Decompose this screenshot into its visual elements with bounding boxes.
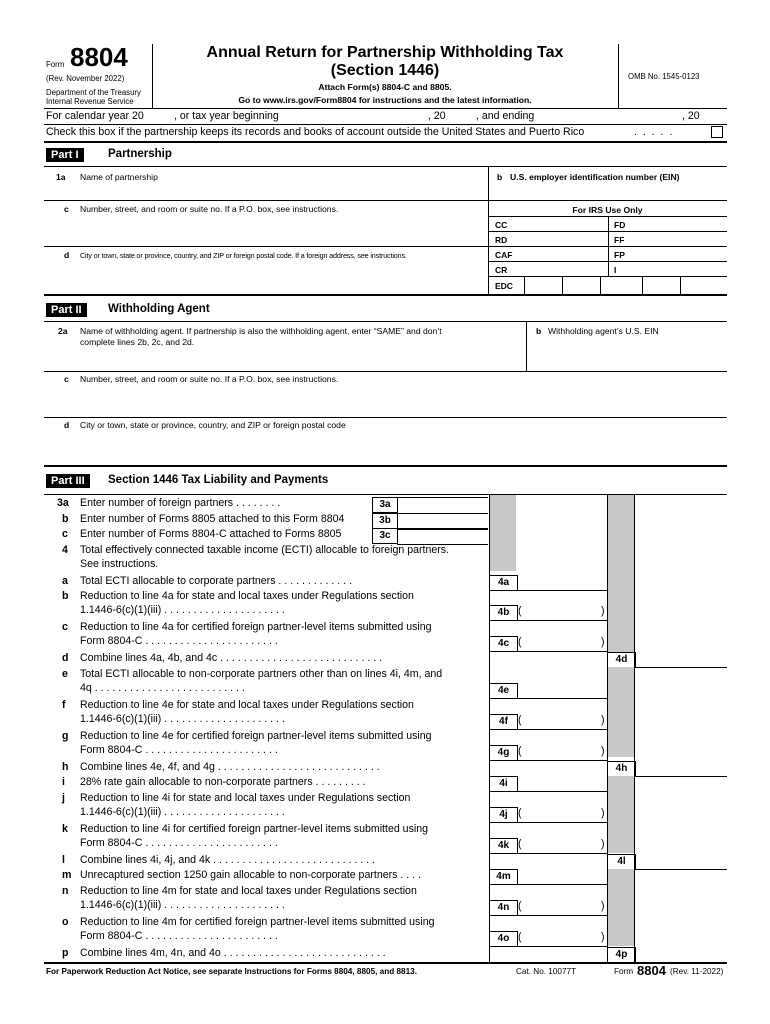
partnership-name-label: Name of partnership — [80, 172, 158, 182]
line-4c-input[interactable] — [516, 636, 607, 652]
irs-code-fd: FD — [614, 220, 626, 230]
footer-form-word: Form — [614, 967, 634, 976]
line-2a-number: 2a — [58, 326, 68, 336]
line-4b-number: b — [62, 590, 69, 602]
line-4d-label: Combine lines 4a, 4b, and 4c . . . . . . . . . . . . . . . . . . . . . . . . . . . . — [80, 652, 383, 664]
line-4-label-2: See instructions. — [80, 557, 159, 570]
partnership-city-label: City or town, state or province, country, and ZIP or foreign postal code. If a foreign address, see instructions. — [80, 251, 407, 260]
line-4g-label-2: Form 8804-C . . . . . . . . . . . . . . . . . . . . . . . — [80, 743, 278, 756]
records-outside-us-checkbox[interactable] — [711, 126, 723, 138]
line-4m-box-label: 4m — [489, 869, 518, 885]
part1-label: Part I — [46, 148, 84, 162]
partnership-ein-label: U.S. employer identification number (EIN) — [510, 172, 680, 182]
paperwork-notice: For Paperwork Reduction Act Notice, see separate Instructions for Forms 8804, 8805, and 8813. — [46, 967, 417, 976]
line-4k-label-2: Form 8804-C . . . . . . . . . . . . . . . . . . . . . . . — [80, 836, 278, 849]
line-4f-label: Reduction to line 4e for state and local taxes under Regulations section — [80, 698, 414, 711]
comma-20-label: , 20 — [428, 110, 446, 122]
line-3b-number: b — [62, 512, 69, 525]
line-4f-box-label: 4f — [489, 714, 518, 730]
withholding-agent-ein-label: Withholding agent’s U.S. EIN — [548, 326, 659, 336]
line-4f-close-paren: ) — [601, 713, 605, 726]
line-4n-label: Reduction to line 4m for state and local taxes under Regulations section — [80, 884, 417, 897]
catalog-number: Cat. No. 10077T — [516, 967, 577, 976]
line-4p-number: p — [62, 946, 69, 959]
line-2d-number: d — [64, 420, 70, 430]
line-4b-close-paren: ) — [601, 605, 605, 617]
line-4f-open-paren: ( — [518, 713, 522, 726]
line-4e-label: Total ECTI allocable to non-corporate partners other than on lines 4i, 4m, and — [80, 667, 443, 680]
withholding-agent-city-label: City or town, state or province, country, and ZIP or foreign postal code — [80, 420, 346, 430]
line-4b-label: Reduction to line 4a for state and local taxes under Regulations section — [80, 590, 414, 602]
irs-code-caf: CAF — [495, 250, 513, 260]
line-1d-number: d — [64, 250, 70, 260]
line-4j-label-2: 1.1446-6(c)(1)(iii) . . . . . . . . . . . . . . . . . . . . . — [80, 805, 285, 818]
line-4a-label: Total ECTI allocable to corporate partners . . . . . . . . . . . . . — [80, 574, 353, 587]
line-4j-label: Reduction to line 4i for state and local taxes under Regulations section — [80, 791, 411, 804]
line-4c-open-paren: ( — [518, 636, 522, 648]
line-4l-input[interactable] — [634, 854, 727, 870]
line-4f-input[interactable] — [516, 714, 607, 730]
line-4b-label-2: 1.1446-6(c)(1)(iii) . . . . . . . . . . . . . . . . . . . . . — [80, 604, 285, 616]
line-3a-input[interactable] — [397, 497, 488, 514]
line-4p-label: Combine lines 4m, 4n, and 4o . . . . . . . . . . . . . . . . . . . . . . . . . . . . — [80, 946, 386, 959]
line-3c-input[interactable] — [397, 528, 488, 545]
line-4b-open-paren: ( — [518, 605, 522, 617]
line-4i-label: 28% rate gain allocable to non-corporate partners . . . . . . . . . — [80, 776, 366, 788]
line-4j-close-paren: ) — [601, 806, 605, 819]
line-4k-number: k — [62, 822, 68, 835]
line-4o-open-paren: ( — [518, 930, 522, 943]
shaded-column-mid — [489, 495, 516, 571]
line-4k-label: Reduction to line 4i for certified foreign partner-level items submitted using — [80, 822, 429, 835]
line-3c-box-label: 3c — [372, 528, 398, 544]
line-2b-number: b — [536, 326, 542, 336]
shaded-column-right — [607, 495, 634, 652]
irs-code-cc: CC — [495, 220, 508, 230]
attach-instruction: Attach Form(s) 8804-C and 8805. — [318, 82, 452, 92]
line-4g-input[interactable] — [516, 745, 607, 761]
line-4m-label: Unrecaptured section 1250 gain allocable to non-corporate partners . . . . — [80, 869, 421, 881]
shaded-right-segment-2 — [608, 869, 634, 946]
line-3c-number: c — [62, 528, 68, 540]
line-4a-box-label: 4a — [489, 575, 518, 591]
omb-number: OMB No. 1545-0123 — [628, 72, 700, 81]
line-4c-label: Reduction to line 4a for certified foreign partner-level items submitted using — [80, 621, 432, 633]
calendar-year-label: For calendar year 20 — [46, 110, 144, 122]
line-4f-number: f — [62, 698, 66, 711]
line-4h-box-label: 4h — [607, 761, 636, 777]
partnership-city-field[interactable] — [80, 262, 484, 290]
revision-date: (Rev. November 2022) — [46, 74, 125, 83]
line-4g-box-label: 4g — [489, 745, 518, 761]
line-4a-number: a — [62, 574, 68, 587]
part2-label: Part II — [46, 303, 87, 317]
line-4n-close-paren: ) — [601, 899, 605, 912]
line-4i-box-label: 4i — [489, 776, 518, 792]
line-4k-input[interactable] — [516, 838, 607, 854]
form-number: 8804 — [70, 42, 128, 72]
line-4g-open-paren: ( — [518, 744, 522, 757]
part1-title: Partnership — [108, 148, 172, 160]
line-4e-input[interactable] — [516, 683, 607, 699]
irs-use-only-heading: For IRS Use Only — [572, 205, 643, 215]
line-4j-open-paren: ( — [518, 806, 522, 819]
form-subtitle: (Section 1446) — [330, 62, 440, 79]
shaded-right-segment-0 — [608, 667, 634, 757]
line-3b-box-label: 3b — [372, 513, 398, 529]
line-4c-close-paren: ) — [601, 636, 605, 648]
line-4o-number: o — [62, 915, 69, 928]
department: Department of the Treasury — [46, 88, 141, 97]
line-4f-label-2: 1.1446-6(c)(1)(iii) . . . . . . . . . . . . . . . . . . . . . — [80, 712, 285, 725]
line-4o-label: Reduction to line 4m for certified foreign partner-level items submitted using — [80, 915, 435, 928]
line-4k-box-label: 4k — [489, 838, 518, 854]
line-4n-number: n — [62, 884, 69, 897]
line-4n-input[interactable] — [516, 900, 607, 916]
line-4h-spacer — [489, 761, 607, 776]
line-4c-number: c — [62, 621, 68, 633]
withholding-agent-city-field[interactable] — [80, 432, 720, 462]
tax-year-beginning-label: , or tax year beginning — [174, 110, 279, 122]
line-4c-box-label: 4c — [489, 636, 518, 652]
line-4d-number: d — [62, 652, 69, 664]
line-4h-input[interactable] — [634, 761, 727, 777]
records-outside-us-label: Check this box if the partnership keeps its records and books of account outside the United States and Puerto Rico — [46, 126, 585, 138]
line-4m-input[interactable] — [516, 869, 607, 885]
line-3a-box-label: 3a — [372, 497, 398, 513]
line-1b-number: b — [497, 172, 503, 182]
line-4p-box-label: 4p — [607, 947, 636, 963]
part3-title: Section 1446 Tax Liability and Payments — [108, 474, 329, 486]
line-4-number: 4 — [62, 543, 68, 556]
line-4b-box-label: 4b — [489, 605, 518, 621]
line-4l-spacer — [489, 854, 607, 869]
partnership-name-field[interactable] — [80, 184, 484, 198]
part2-title: Withholding Agent — [108, 303, 210, 315]
line-4g-close-paren: ) — [601, 744, 605, 757]
line-4n-open-paren: ( — [518, 899, 522, 912]
line-4k-close-paren: ) — [601, 837, 605, 850]
line-4a-input[interactable] — [516, 575, 607, 591]
line-1c-number: c — [64, 204, 69, 214]
line-4i-input[interactable] — [516, 776, 607, 792]
line-4j-number: j — [62, 791, 65, 804]
line-4l-label: Combine lines 4i, 4j, and 4k . . . . . . . . . . . . . . . . . . . . . . . . . . . . — [80, 853, 375, 866]
line-3c-label: Enter number of Forms 8804-C attached to Forms 8805 — [80, 528, 342, 540]
line-4h-number: h — [62, 760, 69, 773]
line-4e-label-2: 4q . . . . . . . . . . . . . . . . . . . . . . . . . . — [80, 681, 245, 694]
line-3b-label: Enter number of Forms 8805 attached to this Form 8804 — [80, 512, 345, 525]
irs-code-rd: RD — [495, 235, 508, 245]
line-3a-number: 3a — [57, 497, 69, 509]
line-4k-open-paren: ( — [518, 837, 522, 850]
line-4o-label-2: Form 8804-C . . . . . . . . . . . . . . . . . . . . . . . — [80, 929, 278, 942]
tax-year-ending-label: , and ending — [476, 110, 535, 122]
form-title: Annual Return for Partnership Withholding Tax — [206, 44, 564, 61]
mid-column-rule — [489, 495, 490, 962]
agency: Internal Revenue Service — [46, 97, 134, 106]
line-3a-label: Enter number of foreign partners . . . . . . . . — [80, 497, 281, 509]
irs-code-i: I — [614, 265, 617, 275]
irs-code-ff: FF — [614, 235, 625, 245]
line-4n-label-2: 1.1446-6(c)(1)(iii) . . . . . . . . . . . . . . . . . . . . . — [80, 898, 285, 911]
line-1a-number: 1a — [56, 172, 66, 182]
line-4d-box-label: 4d — [607, 652, 636, 668]
line-4i-number: i — [62, 776, 65, 788]
form-word: Form — [46, 60, 65, 69]
irs-code-cr: CR — [495, 265, 508, 275]
line-2c-number: c — [64, 374, 69, 384]
line-4p-input[interactable] — [634, 947, 727, 963]
line-4e-box-label: 4e — [489, 683, 518, 699]
line-4g-number: g — [62, 729, 69, 742]
line-4b-input[interactable] — [516, 605, 607, 621]
withholding-agent-ein-field[interactable] — [530, 340, 724, 368]
partnership-address-field[interactable] — [80, 216, 484, 244]
withholding-agent-address-field[interactable] — [80, 386, 720, 414]
line-4-label: Total effectively connected taxable income (ECTI) allocable to foreign partners. — [80, 543, 450, 556]
line-4p-spacer — [489, 947, 607, 962]
irs-code-fp: FP — [614, 250, 625, 260]
withholding-agent-name-label: Name of withholding agent. If partnership is also the withholding agent, enter “SAME” and don’t — [80, 326, 442, 336]
line-4j-box-label: 4j — [489, 807, 518, 823]
line-4j-input[interactable] — [516, 807, 607, 823]
line-4n-box-label: 4n — [489, 900, 518, 916]
partnership-ein-field[interactable] — [492, 184, 724, 198]
line-4o-input[interactable] — [516, 931, 607, 947]
footer-revision: (Rev. 11-2022) — [670, 967, 724, 976]
part3-label: Part III — [46, 474, 90, 488]
line-4l-number: l — [62, 853, 65, 866]
line-3b-input[interactable] — [397, 513, 488, 530]
line-4o-close-paren: ) — [601, 930, 605, 943]
irs-code-edc: EDC — [495, 281, 513, 291]
partnership-address-label: Number, street, and room or suite no. If a P.O. box, see instructions. — [80, 204, 339, 214]
footer-form-number: 8804 — [637, 963, 666, 978]
line-4h-label: Combine lines 4e, 4f, and 4g . . . . . . . . . . . . . . . . . . . . . . . . . . . . — [80, 760, 380, 773]
withholding-agent-address-label: Number, street, and room or suite no. If a P.O. box, see instructions. — [80, 374, 339, 384]
line-4e-number: e — [62, 667, 68, 680]
withholding-agent-name-field[interactable] — [80, 350, 520, 368]
line-4g-label: Reduction to line 4e for certified foreign partner-level items submitted using — [80, 729, 432, 742]
end-20-label: , 20 — [682, 110, 700, 122]
line-4d-spacer — [489, 652, 607, 667]
line-4m-number: m — [62, 869, 72, 881]
line-4d-input[interactable] — [634, 652, 727, 668]
shaded-right-segment-1 — [608, 776, 634, 853]
line-4l-box-label: 4l — [607, 854, 636, 870]
line-4o-box-label: 4o — [489, 931, 518, 947]
withholding-agent-name-label-2: complete lines 2b, 2c, and 2d. — [80, 337, 195, 347]
goto-instruction: Go to www.irs.gov/Form8804 for instructions and the latest information. — [238, 95, 532, 105]
right-amount-rule — [634, 495, 635, 962]
line-4c-label-2: Form 8804-C . . . . . . . . . . . . . . . . . . . . . . . — [80, 635, 278, 647]
